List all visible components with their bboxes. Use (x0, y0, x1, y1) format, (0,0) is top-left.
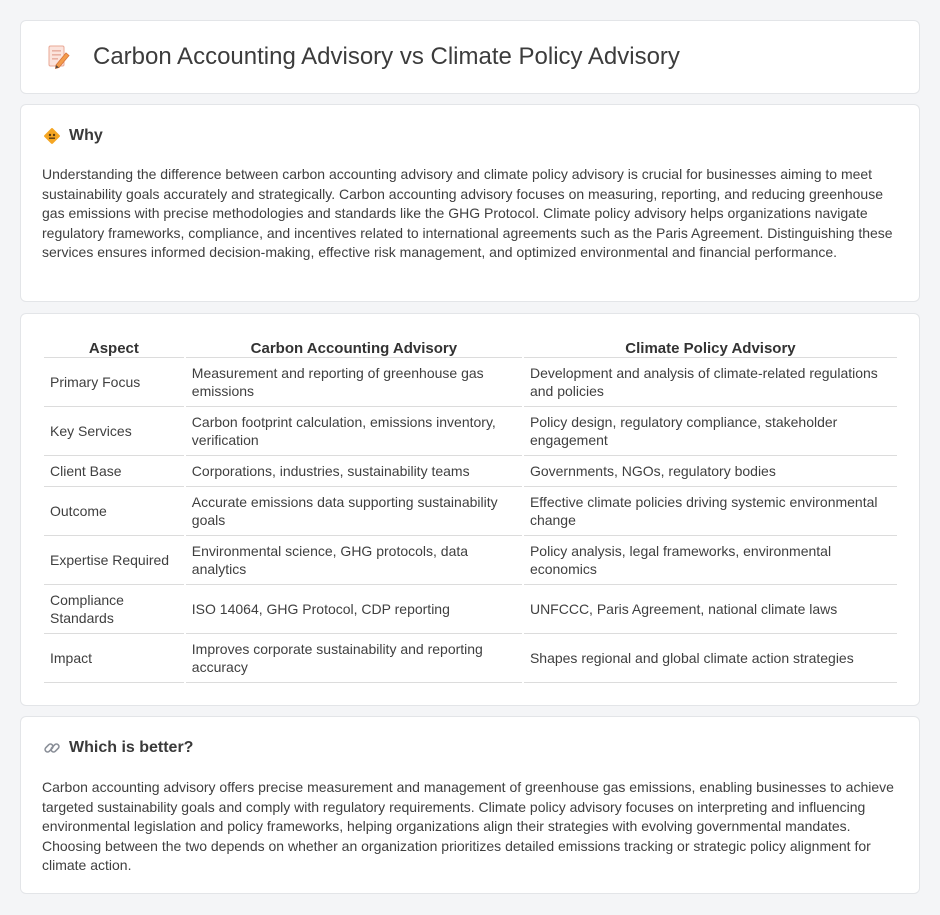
aspect-cell: Impact (44, 634, 184, 683)
policy-cell: Policy design, regulatory compliance, stakeholder engagement (524, 407, 897, 456)
policy-cell: UNFCCC, Paris Agreement, national climate laws (524, 585, 897, 634)
header-aspect: Aspect (44, 334, 184, 358)
link-icon (43, 739, 61, 757)
table-row (44, 487, 897, 536)
better-heading: Which is better? (69, 739, 194, 756)
carbon-cell: ISO 14064, GHG Protocol, CDP reporting (186, 585, 522, 634)
aspect-cell: Outcome (44, 487, 184, 536)
table-row (44, 456, 897, 487)
table-row (44, 407, 897, 456)
policy-cell: Effective climate policies driving systemic environmental change (524, 487, 897, 536)
aspect-cell: Client Base (44, 456, 184, 487)
policy-cell: Development and analysis of climate-related regulations and policies (524, 358, 897, 407)
page-title: Carbon Accounting Advisory vs Climate Policy Advisory (93, 43, 680, 70)
carbon-cell: Carbon footprint calculation, emissions inventory, verification (186, 407, 522, 456)
document-pencil-icon (47, 44, 71, 70)
which-is-better-section (20, 716, 920, 894)
table-row (44, 585, 897, 634)
carbon-cell: Measurement and reporting of greenhouse gas emissions (186, 358, 522, 407)
why-heading-row (43, 127, 103, 145)
policy-cell: Policy analysis, legal frameworks, environmental economics (524, 536, 897, 585)
table-row (44, 634, 897, 683)
table-row (44, 358, 897, 407)
header-climate-policy: Climate Policy Advisory (524, 334, 897, 358)
policy-cell: Shapes regional and global climate action strategies (524, 634, 897, 683)
why-heading: Why (69, 127, 103, 144)
title-row (21, 21, 919, 93)
carbon-cell: Accurate emissions data supporting sustainability goals (186, 487, 522, 536)
aspect-cell: Primary Focus (44, 358, 184, 407)
table-header-row (44, 334, 897, 358)
table-row (44, 536, 897, 585)
aspect-cell: Key Services (44, 407, 184, 456)
diamond-sign-icon (43, 127, 61, 145)
comparison-section (20, 313, 920, 706)
aspect-cell: Compliance Standards (44, 585, 184, 634)
carbon-cell: Improves corporate sustainability and reporting accuracy (186, 634, 522, 683)
aspect-cell: Expertise Required (44, 536, 184, 585)
better-text: Carbon accounting advisory offers precise measurement and management of greenhouse gas emissions, enabling businesses to achieve targeted sustainability goals and comply with regulatory requirements. Climate policy advisory focuses on interpreting and influencing environmental legislation and policy frameworks, helping organizations align their strategies with evolving governmental mandates. Choosing between the two depends on whether an organization prioritizes detailed emissions tracking or strategic policy alignment for climate action. (42, 779, 894, 873)
why-section (20, 104, 920, 302)
header-carbon-accounting: Carbon Accounting Advisory (186, 334, 522, 358)
comparison-table (42, 334, 899, 683)
carbon-cell: Environmental science, GHG protocols, data analytics (186, 536, 522, 585)
better-heading-row (43, 739, 193, 757)
why-text: Understanding the difference between carbon accounting advisory and climate policy advisory is crucial for businesses aiming to meet sustainability goals accurately and strategically. Carbon accounting advisory focuses on measuring, reporting, and reducing greenhouse gas emissions with precise methodologies and standards like the GHG Protocol. Climate policy advisory helps organizations navigate regulatory frameworks, compliance, and incentives related to international agreements such as the Paris Agreement. Distinguishing these services ensures informed decision-making, effective risk management, and optimized environmental and financial performance. (42, 166, 893, 260)
policy-cell: Governments, NGOs, regulatory bodies (524, 456, 897, 487)
title-card (20, 20, 920, 94)
carbon-cell: Corporations, industries, sustainability teams (186, 456, 522, 487)
